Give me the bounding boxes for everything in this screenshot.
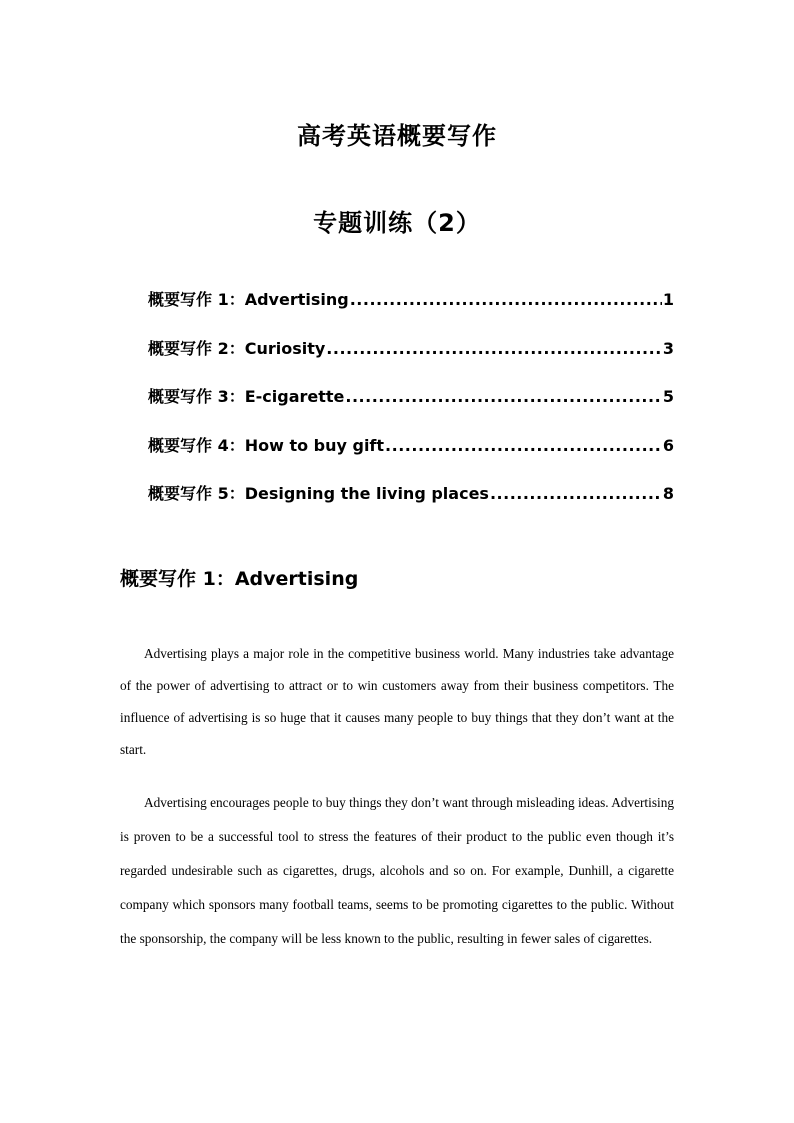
section-heading: 概要写作 1：Advertising (120, 568, 359, 590)
toc-entry-label: 概要写作 5：Designing the living places (148, 484, 489, 503)
toc-page-number: 6 (662, 435, 674, 455)
toc-entry-5[interactable] (148, 481, 674, 530)
toc-entry-label: 概要写作 1：Advertising (148, 290, 349, 309)
toc-entry-label: 概要写作 4：How to buy gift (148, 435, 385, 455)
toc-entry-label: 概要写作 2：Curiosity (148, 338, 326, 358)
toc-entry-2[interactable] (148, 336, 674, 385)
toc-dot-leader (350, 290, 662, 309)
table-of-contents (148, 287, 674, 530)
toc-dot-leader (326, 339, 662, 358)
toc-page-number: 5 (662, 387, 674, 406)
body-paragraph: Advertising encourages people to buy things they don’t want through misleading ideas. Advertising is proven to be a successful tool to stress the features of their product to the public even though it’s regarded undesirable such as cigarettes, drugs, alcohols and so on. For example, Dunhill, a cigarette company which sponsors many football teams, seems to be promoting cigarettes to the public. Without the sponsorship, the company will be less known to the public, resulting in fewer sales of cigarettes. (120, 795, 674, 946)
body-paragraph: Advertising plays a major role in the competitive business world. Many industries take advantage of the power of advertising to attract or to win customers away from their business competitors. The influence of advertising is so huge that it causes many people to buy things that they don’t want at the start. (120, 646, 674, 757)
document-title: 高考英语概要写作 (297, 122, 497, 150)
toc-dot-leader (490, 484, 662, 503)
toc-entry-label: 概要写作 3：E-cigarette (148, 387, 345, 406)
toc-page-number: 1 (662, 290, 674, 309)
toc-entry-1[interactable] (148, 287, 674, 336)
toc-page-number: 3 (662, 338, 674, 358)
toc-entry-4[interactable] (148, 433, 674, 482)
toc-dot-leader (345, 387, 661, 406)
document-subtitle: 专题训练（2） (313, 209, 481, 237)
toc-entry-3[interactable] (148, 384, 674, 433)
toc-page-number: 8 (662, 484, 674, 503)
toc-dot-leader (385, 436, 662, 455)
